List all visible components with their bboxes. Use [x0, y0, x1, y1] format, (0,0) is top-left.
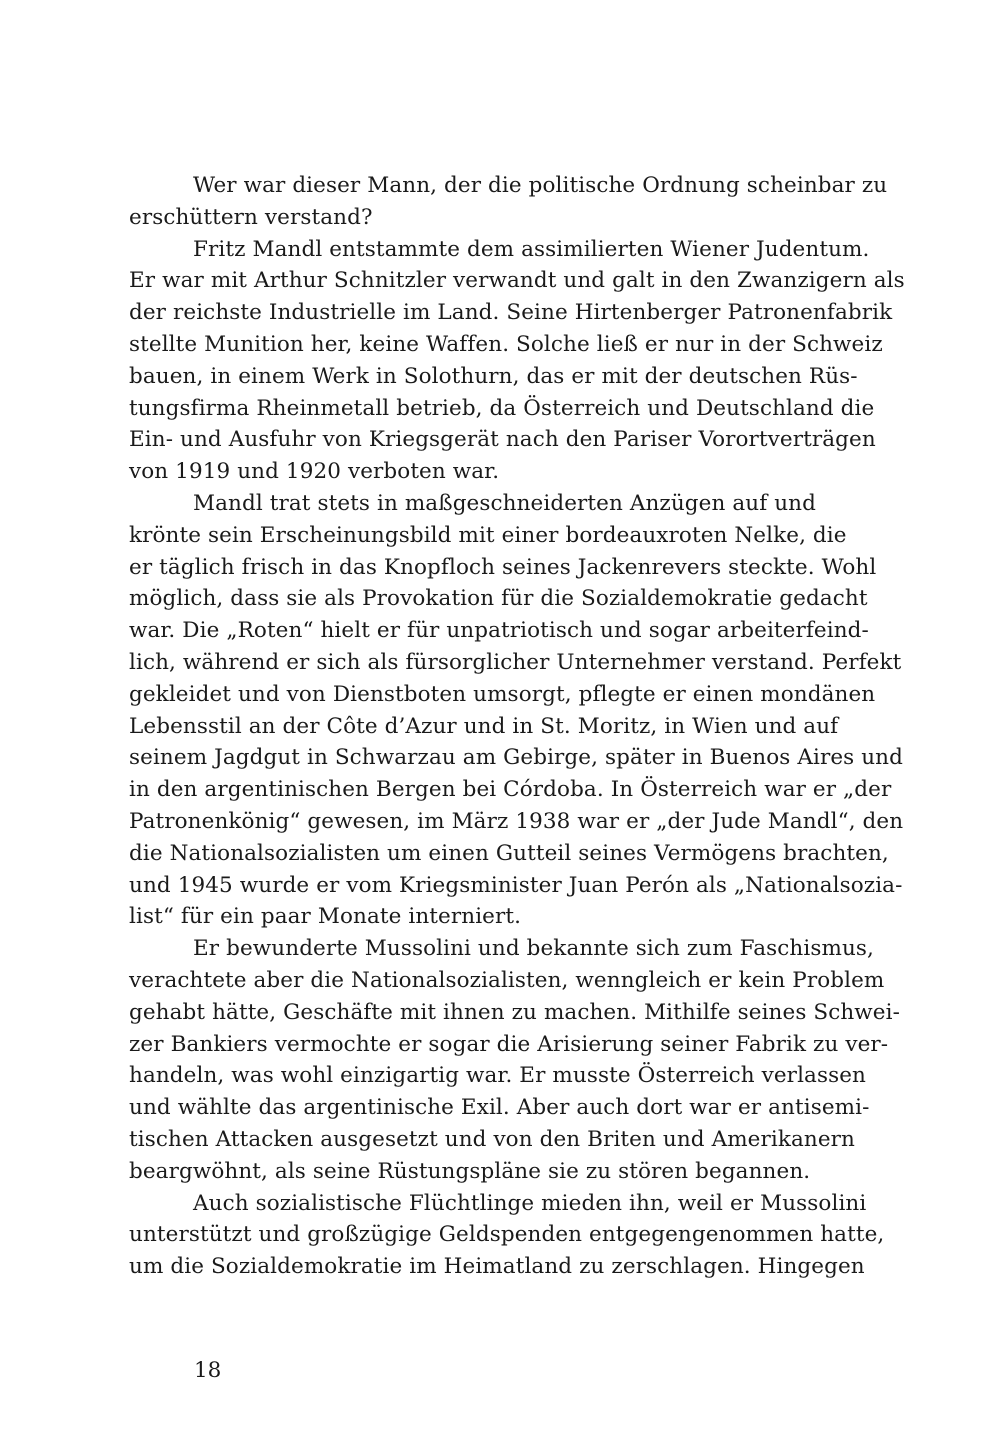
page-number: 18 [194, 1358, 222, 1383]
text-line: bauen, in einem Werk in Solothurn, das er mit der deutschen Rüs- [129, 363, 858, 389]
text-line: Er war mit Arthur Schnitzler verwandt und galt in den Zwanzigern als [129, 268, 905, 294]
text-line: unterstützt und großzügige Geldspenden entgegengenommen hatte, [129, 1222, 885, 1248]
text-line: Ein- und Ausfuhr von Kriegsgerät nach den Pariser Vorortverträgen [129, 427, 876, 453]
text-line: war. Die „Roten“ hielt er für unpatriotisch und sogar arbeiterfeind- [129, 618, 869, 644]
text-line: gehabt hätte, Geschäfte mit ihnen zu machen. Mithilfe seines Schwei- [129, 999, 900, 1025]
text-line: Patronenkönig“ gewesen, im März 1938 war er „der Jude Mandl“, den [129, 808, 904, 834]
text-line: Er bewunderte Mussolini und bekannte sich zum Faschismus, [193, 936, 874, 962]
paragraph [129, 170, 888, 234]
text-line: seinem Jagdgut in Schwarzau am Gebirge, später in Buenos Aires und [129, 745, 903, 771]
text-line: lich, während er sich als fürsorglicher Unternehmer verstand. Perfekt [129, 649, 902, 675]
text-line: er täglich frisch in das Knopfloch seines Jackenrevers steckte. Wohl [129, 554, 877, 580]
text-line: die Nationalsozialisten um einen Gutteil seines Vermögens brachten, [129, 840, 889, 866]
text-line: und wählte das argentinische Exil. Aber auch dort war er antisemi- [129, 1095, 870, 1121]
text-line: Auch sozialistische Flüchtlinge mieden ihn, weil er Mussolini [193, 1190, 867, 1216]
text-line: in den argentinischen Bergen bei Córdoba. In Österreich war er „der [129, 777, 892, 803]
text-line: möglich, dass sie als Provokation für die Sozialdemokratie gedacht [129, 586, 868, 612]
body-text [129, 170, 905, 1283]
text-line: Mandl trat stets in maßgeschneiderten Anzügen auf und [193, 490, 816, 516]
text-line: Lebensstil an der Côte d’Azur und in St. Moritz, in Wien und auf [129, 713, 839, 739]
text-line: Wer war dieser Mann, der die politische Ordnung scheinbar zu [193, 173, 888, 198]
text-line: handeln, was wohl einzigartig war. Er musste Österreich verlassen [129, 1063, 866, 1089]
paragraph [129, 933, 900, 1187]
text-line: tungsfirma Rheinmetall betrieb, da Österreich und Deutschland die [129, 395, 875, 421]
text-line: um die Sozialdemokratie im Heimatland zu zerschlagen. Hingegen [129, 1254, 865, 1280]
text-line: tischen Attacken ausgesetzt und von den Briten und Amerikanern [129, 1126, 855, 1152]
text-line: verachtete aber die Nationalsozialisten, wenngleich er kein Problem [129, 967, 885, 993]
text-line: Fritz Mandl entstammte dem assimilierten Wiener Judentum. [193, 236, 870, 262]
text-line: der reichste Industrielle im Land. Seine Hirtenberger Patronenfabrik [129, 300, 893, 326]
text-line: list“ für ein paar Monate interniert. [129, 904, 522, 930]
text-line: beargwöhnt, als seine Rüstungspläne sie zu stören begannen. [129, 1158, 811, 1184]
paragraph [129, 234, 905, 488]
text-line: zer Bankiers vermochte er sogar die Arisierung seiner Fabrik zu ver- [129, 1031, 889, 1057]
paragraph [129, 1188, 885, 1283]
paragraph [129, 488, 904, 933]
text-line: und 1945 wurde er vom Kriegsminister Juan Perón als „Nationalsozia- [129, 872, 903, 898]
text-line: gekleidet und von Dienstboten umsorgt, pflegte er einen mondänen [129, 681, 876, 707]
text-line: stellte Munition her, keine Waffen. Solche ließ er nur in der Schweiz [129, 331, 883, 357]
text-line: krönte sein Erscheinungsbild mit einer bordeauxroten Nelke, die [129, 522, 847, 548]
text-line: von 1919 und 1920 verboten war. [129, 459, 500, 485]
text-line: erschüttern verstand? [129, 204, 373, 230]
